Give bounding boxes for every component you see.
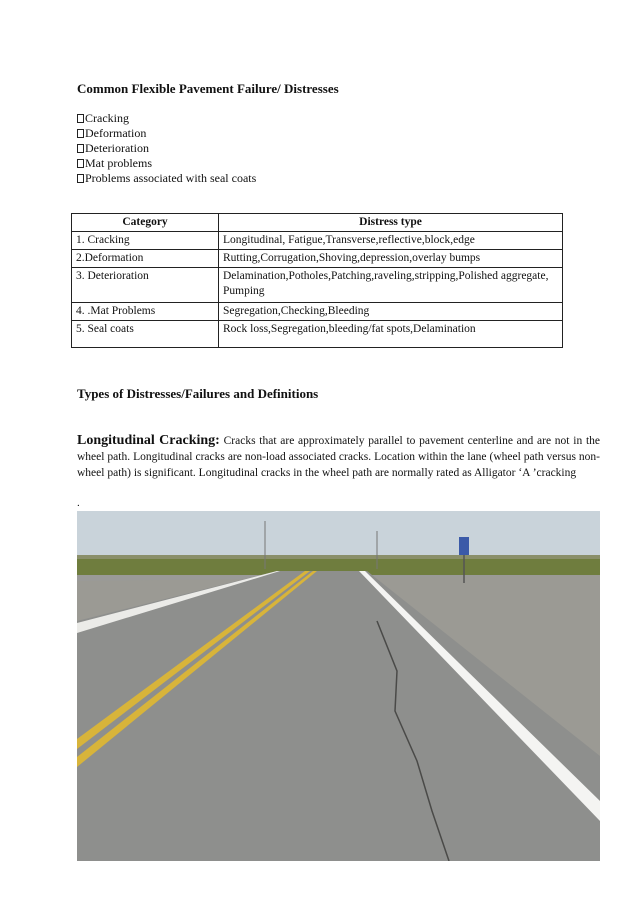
table-cell-distress: Delamination,Potholes,Patching,raveling,stripping,Polished aggregate, Pumping <box>219 268 563 303</box>
checkbox-glyph-icon <box>77 129 84 138</box>
road-photo <box>77 511 600 861</box>
table-row <box>72 250 563 268</box>
table-row <box>72 232 563 250</box>
definition-text: Cracks that are approximately parallel to pavement centerline and are not in the wheel path. Longitudinal cracks are non-load associated cracks. Location within the lane (wheel path versus non-wheel path) is significant. Longitudinal cracks in the wheel path are normally rated as Alligator ‘A ’cracking <box>77 435 600 479</box>
bullet-item <box>77 111 256 126</box>
section-heading-definitions: Types of Distresses/Failures and Definitions <box>77 386 319 401</box>
bullet-text: Problems associated with seal coats <box>85 171 257 185</box>
checkbox-glyph-icon <box>77 144 84 153</box>
sky <box>77 511 600 559</box>
definition-paragraph <box>77 433 600 481</box>
table-cell-distress: Rutting,Corrugation,Shoving,depression,overlay bumps <box>219 250 563 268</box>
checkbox-glyph-icon <box>77 114 84 123</box>
table-cell-category: 5. Seal coats <box>72 321 219 348</box>
road-sign <box>459 537 469 555</box>
table-cell-category: 2.Deformation <box>72 250 219 268</box>
table-row <box>72 268 563 303</box>
section-heading-failures: Common Flexible Pavement Failure/ Distresses <box>77 81 339 96</box>
bullet-text: Mat problems <box>85 156 152 170</box>
column-header-distress-type: Distress type <box>219 214 563 232</box>
table-cell-category: 1. Cracking <box>72 232 219 250</box>
distress-table <box>71 213 563 348</box>
bullet-text: Deterioration <box>85 141 149 155</box>
trailing-mark: . <box>77 497 80 509</box>
table-cell-distress: Longitudinal, Fatigue,Transverse,reflective,block,edge <box>219 232 563 250</box>
road-photo-illustration <box>77 511 600 861</box>
bullet-text: Cracking <box>85 111 129 125</box>
bullet-item <box>77 171 256 186</box>
bullet-item <box>77 141 256 156</box>
table-row <box>72 321 563 348</box>
bullet-list <box>77 111 256 186</box>
checkbox-glyph-icon <box>77 159 84 168</box>
definition-term: Longitudinal Cracking: <box>77 433 220 448</box>
column-header-category: Category <box>72 214 219 232</box>
table-header-row <box>72 214 563 232</box>
bullet-text: Deformation <box>85 126 147 140</box>
table-cell-category: 4. .Mat Problems <box>72 303 219 321</box>
bullet-item <box>77 156 256 171</box>
table-cell-distress: Segregation,Checking,Bleeding <box>219 303 563 321</box>
checkbox-glyph-icon <box>77 174 84 183</box>
table-cell-category: 3. Deterioration <box>72 268 219 303</box>
bullet-item <box>77 126 256 141</box>
table-cell-distress: Rock loss,Segregation,bleeding/fat spots,Delamination <box>219 321 563 348</box>
table-row <box>72 303 563 321</box>
